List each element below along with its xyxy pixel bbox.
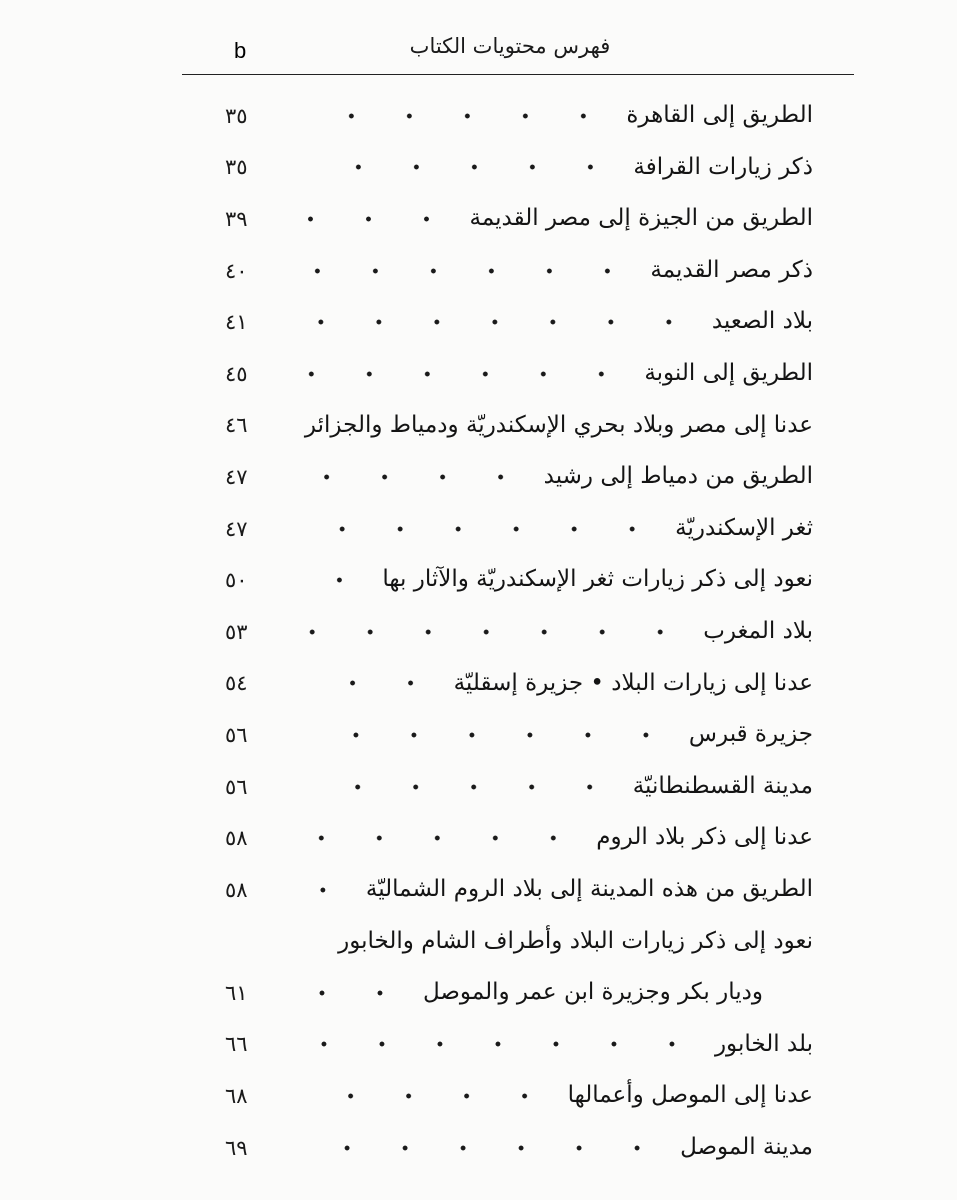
dot-leader — [303, 318, 698, 326]
dot-leader — [303, 1040, 701, 1048]
dot-leader — [303, 679, 440, 687]
dot-leader — [303, 1092, 554, 1100]
toc-page-number: ٤٧ — [225, 516, 248, 541]
toc-entry — [225, 90, 813, 142]
toc-page-number: ٥٠ — [225, 568, 248, 593]
toc-entry — [225, 193, 813, 245]
toc-title: الطريق من هذه المدينة إلى بلاد الروم الشماليّة — [365, 875, 813, 902]
toc-title: جزيرة قبرس — [688, 721, 813, 748]
dot-leader — [303, 473, 530, 481]
toc-title: عدنا إلى زيارات البلاد • جزيرة إسقليّة — [453, 669, 813, 696]
toc-entry — [225, 245, 813, 297]
header-rule — [182, 74, 854, 75]
toc-title: بلاد المغرب — [703, 617, 813, 644]
toc-title: وديار بكر وجزيرة ابن عمر والموصل — [422, 979, 763, 1006]
toc-entry — [225, 296, 813, 348]
toc-title: الطريق إلى النوبة — [644, 359, 813, 386]
toc-page-number: ٥٦ — [225, 722, 248, 747]
toc-entry — [225, 451, 813, 503]
toc-title: مدينة الموصل — [680, 1133, 813, 1160]
toc-entry — [225, 503, 813, 555]
toc-page-number: ٦٦ — [225, 1032, 248, 1057]
dot-leader — [303, 525, 661, 533]
toc-entry — [225, 864, 813, 916]
toc-entry — [225, 606, 813, 658]
dot-leader — [303, 989, 409, 997]
toc-page-number: ٤٧ — [225, 464, 248, 489]
toc-title: الطريق إلى القاهرة — [626, 102, 813, 128]
toc-title: بلاد الصعيد — [711, 308, 813, 335]
toc-entry — [225, 1070, 813, 1122]
toc-page-number: ٥٣ — [225, 619, 248, 644]
dot-leader — [303, 834, 582, 842]
toc-title: عدنا إلى ذكر بلاد الروم — [596, 824, 813, 851]
page-marker: b — [234, 38, 247, 63]
dot-leader — [303, 1144, 666, 1152]
toc-page-number: ٦٨ — [225, 1084, 248, 1109]
toc-page-number: ٤٦ — [225, 413, 248, 438]
toc-entry — [225, 761, 813, 813]
dot-leader — [303, 112, 612, 120]
toc-title: مدينة القسطنطانيّة — [632, 772, 813, 799]
toc-entry — [225, 1019, 813, 1071]
toc-page-number: ٣٥ — [225, 103, 248, 128]
toc-page-number: ٤١ — [225, 310, 248, 335]
dot-leader — [303, 731, 675, 739]
dot-leader — [303, 628, 689, 636]
toc-title: ذكر زيارات القرافة — [633, 153, 813, 180]
toc-page-number: ٥٨ — [225, 877, 248, 902]
toc-page-number: ٣٩ — [225, 206, 248, 231]
table-of-contents — [225, 90, 813, 1173]
dot-leader — [303, 215, 455, 223]
toc-page-number: ٦١ — [225, 980, 248, 1005]
toc-entry-continuation — [225, 967, 813, 1019]
toc-title: الطريق من دمياط إلى رشيد — [543, 463, 813, 490]
toc-title: بلد الخابور — [714, 1030, 813, 1057]
toc-entry — [225, 400, 813, 452]
toc-page-number: ٣٥ — [225, 155, 248, 180]
toc-page-number: ٥٦ — [225, 774, 248, 799]
toc-entry — [225, 142, 813, 194]
toc-entry — [225, 1122, 813, 1174]
dot-leader — [303, 370, 630, 378]
dot-leader — [303, 267, 636, 275]
toc-title: نعود إلى ذكر زيارات ثغر الإسكندريّة والآثار بها — [382, 566, 813, 593]
toc-page-number: ٦٩ — [225, 1135, 248, 1160]
dot-leader — [303, 163, 619, 171]
toc-title: عدنا إلى الموصل وأعمالها — [567, 1082, 813, 1109]
toc-title: نعود إلى ذكر زيارات البلاد وأطراف الشام والخابور — [338, 927, 813, 954]
toc-page-number: ٤٠ — [225, 258, 248, 283]
running-head: فهرس محتويات الكتاب — [409, 34, 611, 58]
toc-entry — [225, 554, 813, 606]
toc-page-number: ٥٤ — [225, 671, 248, 696]
toc-title: ذكر مصر القديمة — [650, 256, 813, 283]
toc-entry — [225, 709, 813, 761]
toc-title: ثغر الإسكندريّة — [675, 514, 813, 541]
toc-title: عدنا إلى مصر وبلاد بحري الإسكندريّة ودمياط والجزائر — [304, 411, 813, 438]
toc-page-number: ٤٥ — [225, 361, 248, 386]
dot-leader — [303, 886, 352, 894]
dot-leader — [303, 576, 368, 584]
toc-entry — [225, 658, 813, 710]
toc-entry — [225, 916, 813, 968]
dot-leader — [303, 783, 619, 791]
toc-title: الطريق من الجيزة إلى مصر القديمة — [469, 205, 813, 232]
toc-page-number: ٥٨ — [225, 826, 248, 851]
toc-entry — [225, 348, 813, 400]
toc-entry — [225, 812, 813, 864]
